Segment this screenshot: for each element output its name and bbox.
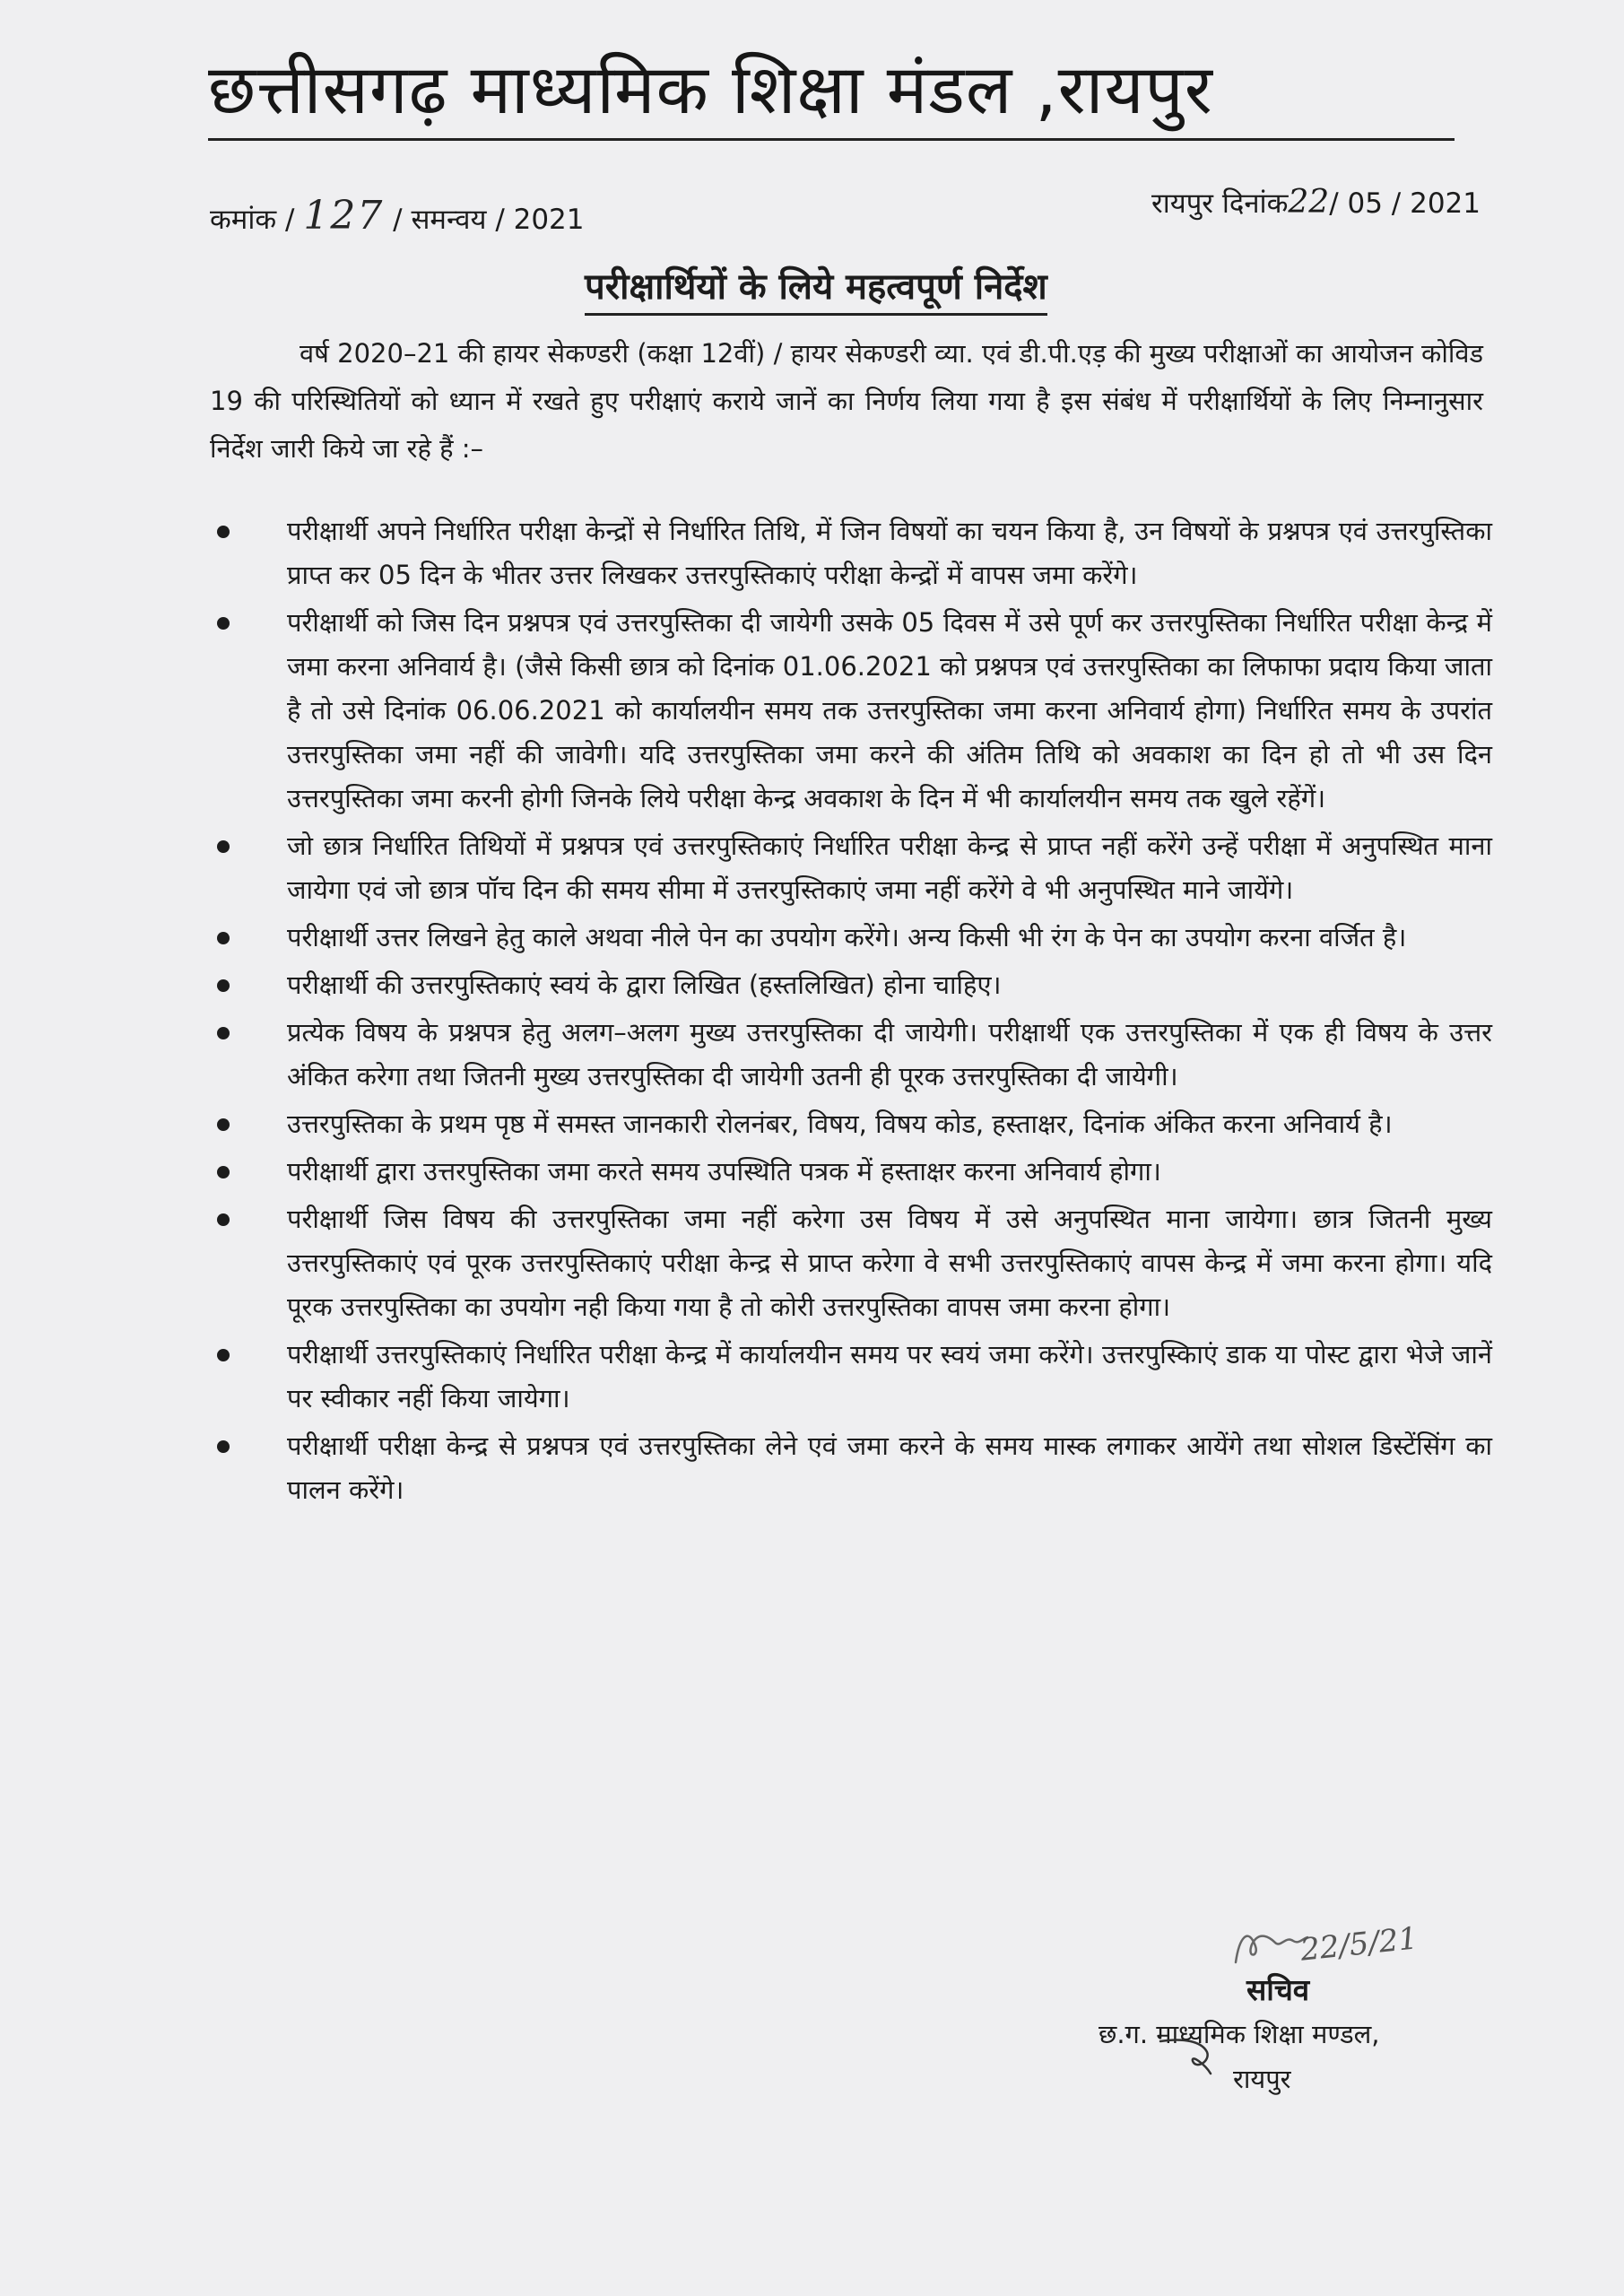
reference-handwritten-number: 127 [303, 193, 385, 239]
instruction-text: परीक्षार्थी परीक्षा केन्द्र से प्रश्नपत्र एवं उत्तरपुस्तिका लेने एवं जमा करने के समय मास्क लगाकर आयेंगे तथा सोशल डिस्टेंसिंग का पालन करेंगे। [287, 1431, 1492, 1505]
reference-suffix: / समन्वय / 2021 [384, 204, 585, 236]
bullet-icon [217, 979, 230, 992]
bullet-icon [217, 932, 230, 944]
letterhead-underline [208, 138, 1455, 141]
date-handwritten-day: 22 [1288, 184, 1330, 221]
instruction-text: प्रत्येक विषय के प्रश्नपत्र हेतु अलग–अलग मुख्य उत्तरपुस्तिका दी जायेगी। परीक्षार्थी एक उत्तरपुस्तिका में एक ही विषय के उत्तर अंकित करेगा तथा जितनी मुख्य उत्तरपुस्तिका दी जायेगी उतनी ही पूरक उत्तरपुस्तिका दी जायेगी। [287, 1017, 1492, 1091]
bullet-icon [217, 617, 230, 630]
bullet-icon [217, 1213, 230, 1226]
instruction-text: जो छात्र निर्धारित तिथियों में प्रश्नपत्र एवं उत्तरपुस्तिकाएं निर्धारित परीक्षा केन्द्र से प्राप्त नहीं करेंगे उन्हें परीक्षा में अनुपस्थित माना जायेगा एवं जो छात्र पॉच दिन की समय सीमा में उत्तरपुस्तिकाएं जमा नहीं करेंगे वे भी अनुपस्थित माने जायेंगे। [287, 831, 1492, 905]
reference-prefix: कमांक / [210, 204, 304, 236]
bullet-icon [217, 1166, 230, 1178]
signatory-organization: छ.ग. माध्यमिक शिक्षा मण्डल, [1099, 2019, 1380, 2049]
issue-date [1151, 184, 1481, 222]
instruction-text: परीक्षार्थी जिस विषय की उत्तरपुस्तिका जमा नहीं करेगा उस विषय में उसे अनुपस्थित माना जायेगा। छात्र जितनी मुख्य उत्तरपुस्तिकाएं एवं पूरक उत्तरपुस्तिकाएं परीक्षा केन्द्र से प्राप्त करेगा वे सभी उत्तरपुस्तिकाएं वापस केन्द्र में जमा करना होगा। यदि पूरक उत्तरपुस्तिका का उपयोग नही किया गया है तो कोरी उत्तरपुस्तिका वापस जमा करना होगा। [287, 1204, 1492, 1322]
reference-number [210, 193, 585, 239]
instruction-item [210, 1424, 1492, 1512]
instruction-text: परीक्षार्थी द्वारा उत्तरपुस्तिका जमा करते समय उपस्थिति पत्रक में हस्ताक्षर करना अनिवार्य होगा। [287, 1156, 1161, 1187]
date-rest: / 05 / 2021 [1329, 187, 1481, 220]
board-letterhead-title: छत्तीसगढ़ माध्यमिक शिक्षा मंडल ,रायपुर [208, 49, 1213, 129]
intro-paragraph: वर्ष 2020–21 की हायर सेकण्डरी (कक्षा 12वीं) / हायर सेकण्डरी व्या. एवं डी.पी.एड़ की मुख्य परीक्षाओं का आयोजन कोविड 19 की परिस्थितियों को ध्यान में रखते हुए परीक्षाएं कराये जानें का निर्णय लिया गया है इस संबंध में परीक्षार्थियों के लिए निम्नानुसार निर्देश जारी किये जा रहे हैं :– [210, 338, 1483, 464]
instruction-text: परीक्षार्थी को जिस दिन प्रश्नपत्र एवं उत्तरपुस्तिका दी जायेगी उसके 05 दिवस में उसे पूर्ण कर उत्तरपुस्तिका निर्धारित परीक्षा केन्द्र में जमा करना अनिवार्य है। (जैसे किसी छात्र को दिनांक 01.06.2021 को प्रश्नपत्र एवं उत्तरपुस्तिका का लिफाफा प्रदाय किया जाता है तो उसे दिनांक 06.06.2021 को कार्यालयीन समय तक उत्तरपुस्तिका जमा करना अनिवार्य होगा) निर्धारित समय के उपरांत उत्तरपुस्तिका जमा नहीं की जावेगी। यदि उत्तरपुस्तिका जमा करने की अंतिम तिथि को अवकाश का दिन हो तो भी उस दिन उत्तरपुस्तिका जमा करनी होगी जिनके लिये परीक्षा केन्द्र अवकाश के दिन में भी कार्यालयीन समय तक खुले रहेंगें। [287, 607, 1492, 813]
bullet-icon [217, 1118, 230, 1131]
signatory-city: रायपुर [1233, 2064, 1291, 2094]
signature-scribble [1229, 1919, 1309, 1973]
instruction-text: परीक्षार्थी उत्तरपुस्तिकाएं निर्धारित परीक्षा केन्द्र में कार्यालयीन समय पर स्वयं जमा करेंगे। उत्तरपुस्किाएं डाक या पोस्ट द्वारा भेजे जानें पर स्वीकार नहीं किया जायेगा। [287, 1339, 1492, 1413]
bullet-icon [217, 1440, 230, 1453]
bullet-icon [217, 526, 230, 538]
bullet-icon [217, 840, 230, 853]
instruction-text: परीक्षार्थी की उत्तरपुस्तिकाएं स्वयं के द्वारा लिखित (हस्तलिखित) होना चाहिए। [287, 970, 1002, 1000]
signature-tick-mark [1157, 2034, 1238, 2079]
bullet-icon [217, 1027, 230, 1039]
instruction-item [210, 963, 1492, 1007]
instruction-item [210, 1150, 1492, 1194]
instruction-item [210, 1102, 1492, 1146]
instruction-item [210, 916, 1492, 960]
instruction-item [210, 824, 1492, 912]
instruction-text: परीक्षार्थी उत्तर लिखने हेतु काले अथवा नीले पेन का उपयोग करेंगे। अन्य किसी भी रंग के पेन का उपयोग करना वर्जित है। [287, 922, 1407, 952]
instruction-item [210, 509, 1492, 597]
signature-handwritten-date: 22/5/21 [1298, 1920, 1420, 1969]
date-prefix: रायपुर दिनांक [1151, 187, 1289, 220]
signatory-title: सचिव [1246, 1972, 1310, 2007]
instruction-text: परीक्षार्थी अपने निर्धारित परीक्षा केन्द्रों से निर्धारित तिथि, में जिन विषयों का चयन किया है, उन विषयों के प्रश्नपत्र एवं उत्तरपुस्तिका प्राप्त कर 05 दिन के भीतर उत्तर लिखकर उत्तरपुस्तिकाएं परीक्षा केन्द्रों में वापस जमा करेंगे। [287, 516, 1492, 590]
instruction-text: उत्तरपुस्तिका के प्रथम पृष्ठ में समस्त जानकारी रोलनंबर, विषय, विषय कोड, हस्ताक्षर, दिनांक अंकित करना अनिवार्य है। [287, 1109, 1393, 1139]
instruction-item [210, 1197, 1492, 1329]
instruction-item [210, 1011, 1492, 1099]
instruction-list [210, 509, 1492, 1516]
bullet-icon [217, 1349, 230, 1361]
instruction-item [210, 1333, 1492, 1421]
document-heading: परीक्षार्थियों के लिये महत्वपूर्ण निर्देश [585, 260, 1047, 316]
instruction-item [210, 601, 1492, 821]
